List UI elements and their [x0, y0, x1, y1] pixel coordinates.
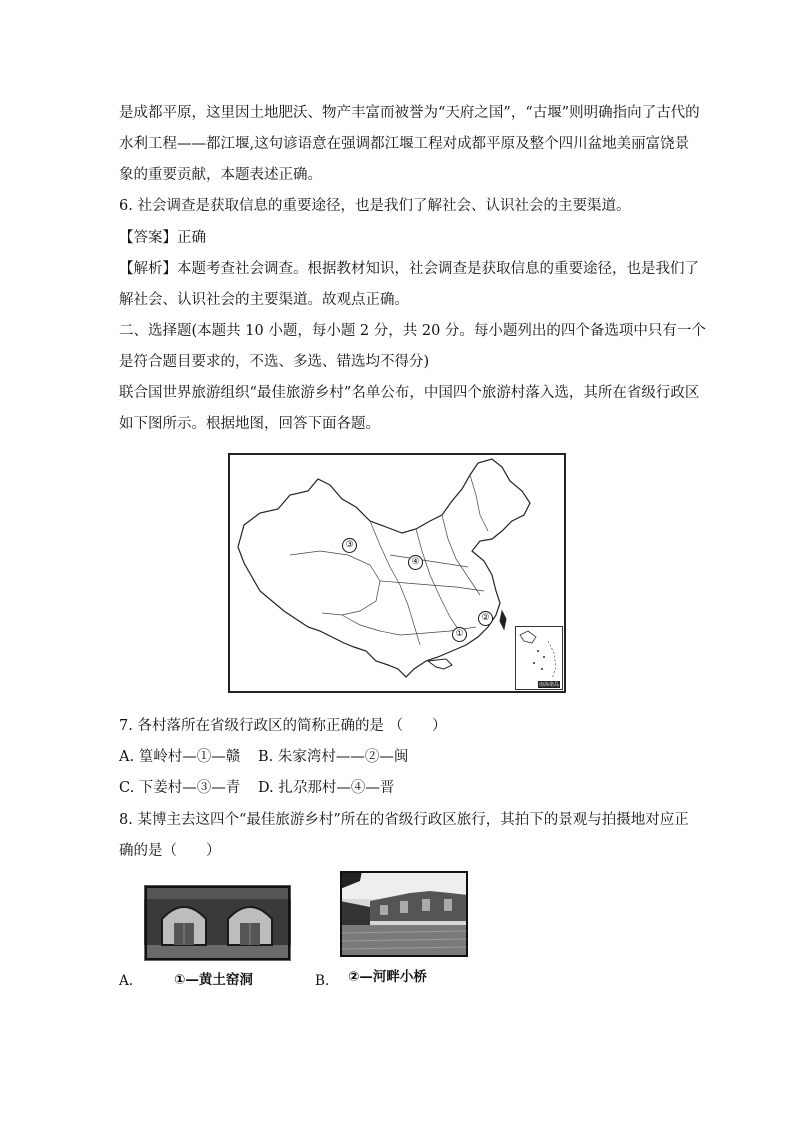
body-line-2: 水利工程——都江堰,这句谚语意在强调都江堰工程对成都平原及整个四川盆地美丽富饶景 — [119, 136, 690, 152]
analysis-6-line-1: 【解析】本题考查社会调查。根据教材知识，社会调查是获取信息的重要途径，也是我们了 — [119, 261, 699, 277]
map-marker-1: ① — [452, 627, 467, 642]
section-heading-line-1: 二、选择题(本题共 10 小题，每小题 2 分，共 20 分。每小题列出的四个备选项中只有一个 — [119, 323, 706, 339]
question-6: 6. 社会调查是获取信息的重要途径，也是我们了解社会、认识社会的主要渠道。 — [119, 198, 631, 214]
inset-label: 南海诸岛 — [538, 682, 559, 688]
q7-option-d: D. 扎尕那村—④—晋 — [258, 780, 395, 796]
question-8-line-1: 8. 某博主去这四个“最佳旅游乡村”所在的省级行政区旅行，其拍下的景观与拍摄地对应正 — [119, 812, 689, 828]
map-marker-2: ② — [478, 611, 493, 626]
inset-islands — [516, 627, 560, 687]
china-map — [228, 453, 566, 693]
body-line-3: 象的重要贡献，本题表述正确。 — [119, 167, 322, 183]
section-heading-line-2: 是符合题目要求的，不选、多选、错选均不得分) — [119, 354, 430, 370]
q7-option-a: A. 篁岭村—①—赣 — [119, 749, 241, 765]
body-line-1: 是成都平原，这里因土地肥沃、物产丰富而被誉为“天府之国”，“古堰”则明确指向了古代的 — [119, 105, 700, 121]
analysis-6-line-2: 解社会、认识社会的主要渠道。故观点正确。 — [119, 292, 409, 308]
q8-option-a-caption: ①—黄土窑洞 — [174, 972, 253, 988]
q8-option-b-letter: B. — [315, 973, 330, 989]
question-7: 7. 各村落所在省级行政区的简称正确的是 （ ） — [119, 718, 447, 734]
answer-6: 【答案】正确 — [119, 230, 206, 246]
q8-option-a-letter: A. — [119, 973, 134, 989]
q8-option-b-caption: ②—河畔小桥 — [348, 969, 427, 985]
q7-option-c: C. 下姜村—③—青 — [119, 780, 241, 796]
cave-dwelling-photo — [144, 885, 291, 961]
china-outline — [230, 455, 564, 691]
intro-line-1: 联合国世界旅游组织“最佳旅游乡村”名单公布，中国四个旅游村落入选，其所在省级行政区 — [119, 385, 700, 401]
riverside-bridge-photo — [340, 871, 468, 957]
south-china-sea-inset — [515, 626, 563, 690]
map-marker-4: ④ — [408, 555, 423, 570]
question-8-line-2: 确的是（ ） — [119, 843, 221, 859]
map-marker-3: ③ — [342, 538, 357, 553]
intro-line-2: 如下图所示。根据地图，回答下面各题。 — [119, 416, 380, 432]
q7-option-b: B. 朱家湾村——②—闽 — [258, 749, 409, 765]
